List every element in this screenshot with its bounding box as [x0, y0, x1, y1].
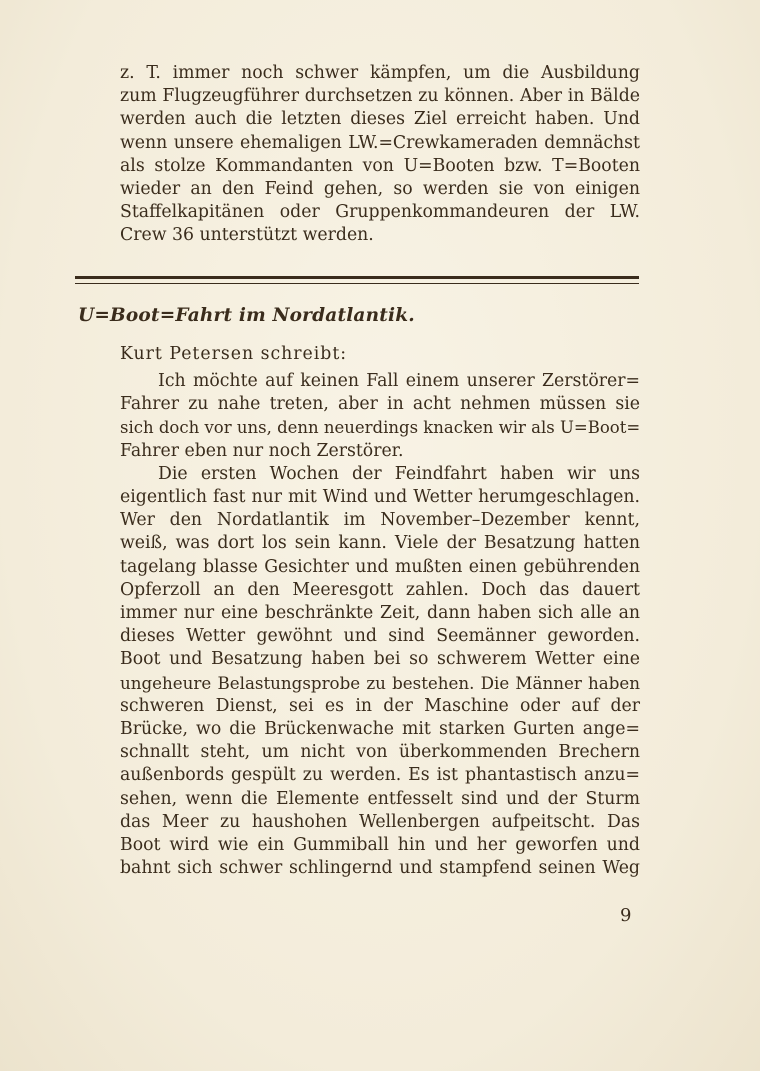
text-line: ungeheure Belastungsprobe zu bestehen. Die Männer haben — [120, 672, 640, 693]
text-line: Crew 36 unterstützt werden. — [120, 225, 374, 246]
text-line: zum Flugzeugführer durchsetzen zu können. Aber in Bälde — [120, 86, 640, 107]
text-line: eigentlich fast nur mit Wind und Wetter herumgeschlagen. — [120, 487, 640, 508]
text-line: Die ersten Wochen der Feindfahrt haben wir uns — [158, 463, 640, 484]
text-line: bahnt sich schwer schlingernd und stampfend seinen Weg — [120, 858, 640, 879]
text-line: wieder an den Feind gehen, so werden sie von einigen — [120, 179, 640, 200]
section-divider-thin — [75, 283, 639, 284]
text-line: Ich möchte auf keinen Fall einem unserer Zerstörer= — [158, 371, 640, 391]
text-line: weiß, was dort los sein kann. Viele der Besatzung hatten — [120, 533, 640, 554]
article-body — [120, 370, 640, 880]
text-line: Brücke, wo die Brückenwache mit starken Gurten ange= — [120, 719, 640, 740]
text-line: das Meer zu haushohen Wellenbergen aufpeitscht. Das — [120, 811, 640, 832]
article-heading: U=Boot=Fahrt im Nordatlantik. — [78, 305, 415, 326]
text-line: tagelang blasse Gesichter und mußten einen gebührenden — [120, 556, 640, 577]
text-line: Opferzoll an den Meeresgott zahlen. Doch das dauert — [120, 579, 640, 600]
text-line: wenn unsere ehemaligen LW.=Crewkameraden demnächst — [120, 132, 640, 153]
text-line: Wer den Nordatlantik im November–Dezember kennt, — [120, 510, 640, 531]
text-line: als stolze Kommandanten von U=Booten bzw. T=Booten — [120, 155, 640, 176]
text-line: Boot und Besatzung haben bei so schwerem Wetter eine — [120, 649, 640, 670]
text-line: sich doch vor uns, denn neuerdings knacken wir als U=Boot= — [120, 418, 641, 438]
text-line: immer nur eine beschränkte Zeit, dann haben sich alle an — [120, 603, 640, 624]
text-line: Boot wird wie ein Gummiball hin und her geworfen und — [120, 835, 640, 856]
text-line: z. T. immer noch schwer kämpfen, um die Ausbildung — [120, 63, 640, 83]
page-number: 9 — [620, 905, 632, 926]
text-line: außenbords gespült zu werden. Es ist phantastisch anzu= — [120, 765, 640, 786]
text-line: Fahrer eben nur noch Zerstörer. — [120, 440, 404, 461]
text-line: Fahrer zu nahe treten, aber in acht nehmen müssen sie — [120, 394, 640, 415]
text-line: schweren Dienst, sei es in der Maschine oder auf der — [120, 695, 640, 716]
article-byline: Kurt Petersen schreibt: — [120, 344, 348, 364]
text-line: werden auch die letzten dieses Ziel erreicht haben. Und — [120, 109, 640, 130]
text-line: Staffelkapitänen oder Gruppenkommandeuren der LW. — [120, 202, 640, 223]
text-line: dieses Wetter gewöhnt und sind Seemänner geworden. — [120, 626, 640, 647]
text-line: schnallt steht, um nicht von überkommenden Brechern — [120, 742, 640, 763]
text-line: sehen, wenn die Elemente entfesselt sind und der Sturm — [120, 788, 640, 809]
section-divider-thick — [75, 276, 639, 279]
top-paragraph — [120, 62, 640, 248]
